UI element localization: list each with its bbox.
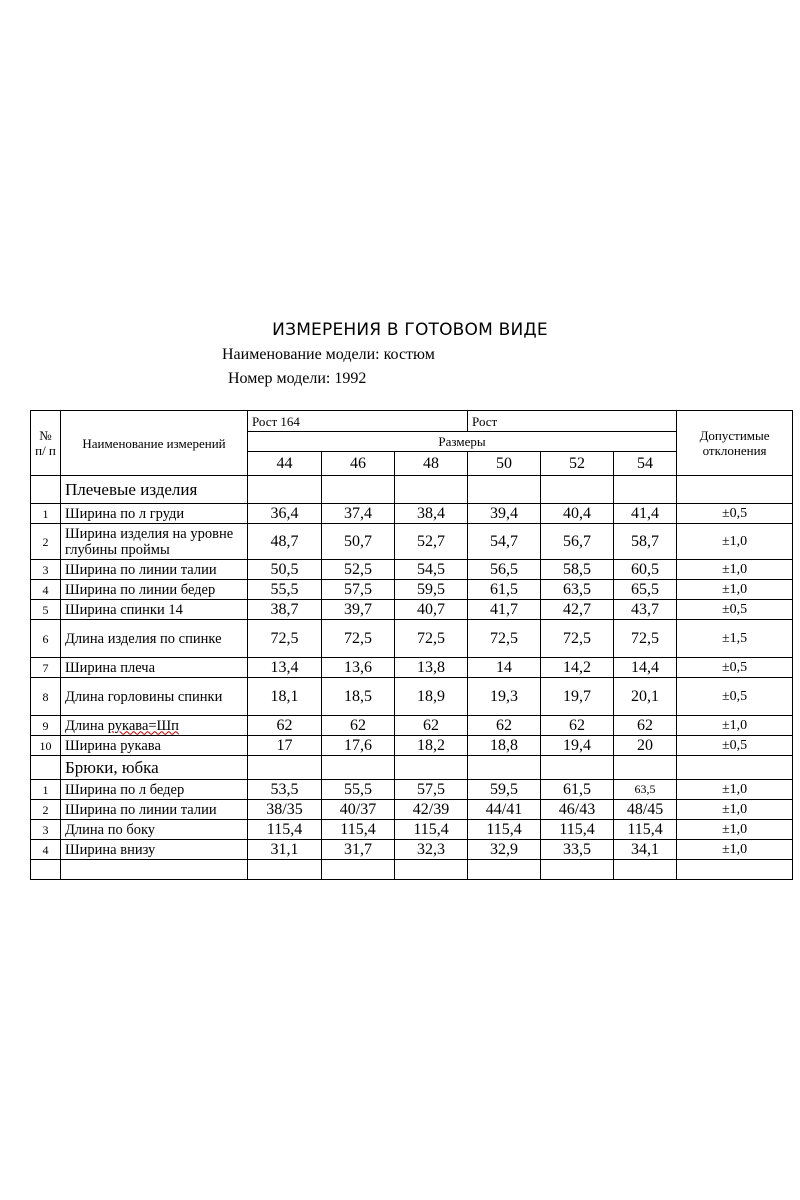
value-cell: 115,4 — [541, 820, 614, 840]
value-cell: 34,1 — [614, 840, 677, 860]
value-cell: 54,7 — [468, 524, 541, 560]
table-row — [31, 620, 793, 658]
value-cell: 115,4 — [468, 820, 541, 840]
tolerance-cell: ±1,0 — [677, 580, 793, 600]
tolerance-cell: ±1,0 — [677, 800, 793, 820]
tolerance-cell: ±0,5 — [677, 600, 793, 620]
value-cell: 72,5 — [248, 620, 322, 658]
empty-cell — [677, 860, 793, 880]
measurement-name-part: Длина — [65, 717, 108, 734]
value-cell: 31,7 — [322, 840, 395, 860]
value-cell: 50,5 — [248, 560, 322, 580]
empty-cell — [541, 756, 614, 780]
measurement-name — [61, 716, 248, 736]
value-cell: 19,3 — [468, 678, 541, 716]
table-row — [31, 840, 793, 860]
measurements-table — [30, 410, 793, 880]
size-header-48: 48 — [395, 452, 468, 476]
value-cell: 58,5 — [541, 560, 614, 580]
row-number: 6 — [31, 620, 61, 658]
row-number: 3 — [31, 560, 61, 580]
value-cell: 58,7 — [614, 524, 677, 560]
measurement-name: Ширина по л груди — [61, 504, 248, 524]
row-number: 1 — [31, 504, 61, 524]
tolerance-cell: ±1,0 — [677, 716, 793, 736]
value-cell: 52,7 — [395, 524, 468, 560]
value-cell: 20 — [614, 736, 677, 756]
number-column-header: № п/ п — [31, 411, 61, 476]
value-cell: 19,7 — [541, 678, 614, 716]
section-title: Брюки, юбка — [61, 756, 248, 780]
value-cell: 57,5 — [322, 580, 395, 600]
tolerance-cell: ±1,0 — [677, 524, 793, 560]
value-cell: 62 — [468, 716, 541, 736]
empty-row — [31, 860, 793, 880]
empty-cell — [468, 476, 541, 504]
value-cell: 59,5 — [468, 780, 541, 800]
empty-cell — [248, 476, 322, 504]
empty-cell — [541, 860, 614, 880]
value-cell: 60,5 — [614, 560, 677, 580]
tolerance-cell: ±0,5 — [677, 736, 793, 756]
value-cell: 52,5 — [322, 560, 395, 580]
value-cell: 55,5 — [322, 780, 395, 800]
tolerance-cell: ±0,5 — [677, 658, 793, 678]
model-number: Номер модели: 1992 — [228, 370, 367, 387]
value-cell: 39,7 — [322, 600, 395, 620]
measurement-name: Длина горловины спинки — [61, 678, 248, 716]
value-cell: 17,6 — [322, 736, 395, 756]
row-number: 7 — [31, 658, 61, 678]
value-cell: 18,8 — [468, 736, 541, 756]
value-cell: 20,1 — [614, 678, 677, 716]
measurement-name: Длина по боку — [61, 820, 248, 840]
size-header-46: 46 — [322, 452, 395, 476]
name-column-header: Наименование измерений — [61, 411, 248, 476]
value-cell: 33,5 — [541, 840, 614, 860]
value-cell: 62 — [614, 716, 677, 736]
measurement-name: Ширина по линии бедер — [61, 580, 248, 600]
tolerance-cell: ±0,5 — [677, 504, 793, 524]
measurement-name: Ширина по линии талии — [61, 560, 248, 580]
value-cell: 72,5 — [468, 620, 541, 658]
value-cell: 53,5 — [248, 780, 322, 800]
value-cell: 44/41 — [468, 800, 541, 820]
value-cell: 63,5 — [614, 780, 677, 800]
sizes-label: Размеры — [248, 432, 677, 452]
value-cell: 13,6 — [322, 658, 395, 678]
measurement-name: Ширина по линии талии — [61, 800, 248, 820]
tolerance-cell: ±1,0 — [677, 560, 793, 580]
value-cell: 115,4 — [614, 820, 677, 840]
empty-cell — [395, 756, 468, 780]
section-number-cell — [31, 476, 61, 504]
value-cell: 62 — [248, 716, 322, 736]
measurement-name: Ширина внизу — [61, 840, 248, 860]
value-cell: 115,4 — [395, 820, 468, 840]
document-title: ИЗМЕРЕНИЯ В ГОТОВОМ ВИДЕ — [272, 320, 548, 340]
value-cell: 42,7 — [541, 600, 614, 620]
value-cell: 65,5 — [614, 580, 677, 600]
row-number: 3 — [31, 820, 61, 840]
empty-cell — [322, 476, 395, 504]
empty-cell — [468, 756, 541, 780]
measurement-name: Ширина изделия на уровне глубины проймы — [61, 524, 248, 560]
value-cell: 72,5 — [614, 620, 677, 658]
table-row — [31, 600, 793, 620]
empty-cell — [395, 476, 468, 504]
tolerance-cell: ±1,0 — [677, 840, 793, 860]
value-cell: 63,5 — [541, 580, 614, 600]
value-cell: 72,5 — [322, 620, 395, 658]
empty-cell — [31, 860, 61, 880]
empty-cell — [614, 476, 677, 504]
tolerance-cell: ±1,0 — [677, 820, 793, 840]
value-cell: 62 — [395, 716, 468, 736]
measurement-name: Ширина спинки 14 — [61, 600, 248, 620]
value-cell: 61,5 — [468, 580, 541, 600]
value-cell: 48/45 — [614, 800, 677, 820]
value-cell: 38/35 — [248, 800, 322, 820]
value-cell: 36,4 — [248, 504, 322, 524]
table-row — [31, 560, 793, 580]
value-cell: 40,7 — [395, 600, 468, 620]
value-cell: 18,1 — [248, 678, 322, 716]
section-row — [31, 476, 793, 504]
value-cell: 55,5 — [248, 580, 322, 600]
value-cell: 32,3 — [395, 840, 468, 860]
model-name: Наименование модели: костюм — [222, 346, 435, 363]
value-cell: 39,4 — [468, 504, 541, 524]
tolerance-cell: ±1,0 — [677, 780, 793, 800]
value-cell: 18,9 — [395, 678, 468, 716]
measurement-name-spellcheck: рукава=Шп — [107, 717, 179, 734]
size-header-50: 50 — [468, 452, 541, 476]
measurement-name: Ширина плеча — [61, 658, 248, 678]
tolerance-cell: ±1,5 — [677, 620, 793, 658]
value-cell: 14,2 — [541, 658, 614, 678]
empty-cell — [395, 860, 468, 880]
section-title: Плечевые изделия — [61, 476, 248, 504]
value-cell: 38,7 — [248, 600, 322, 620]
empty-cell — [468, 860, 541, 880]
row-number: 9 — [31, 716, 61, 736]
size-header-54: 54 — [614, 452, 677, 476]
empty-cell — [322, 860, 395, 880]
value-cell: 54,5 — [395, 560, 468, 580]
value-cell: 13,4 — [248, 658, 322, 678]
table-body — [31, 411, 793, 880]
size-header-52: 52 — [541, 452, 614, 476]
row-number: 8 — [31, 678, 61, 716]
value-cell: 38,4 — [395, 504, 468, 524]
value-cell: 48,7 — [248, 524, 322, 560]
value-cell: 56,7 — [541, 524, 614, 560]
header-row-height — [31, 411, 793, 432]
table-row — [31, 504, 793, 524]
measurement-name: Длина изделия по спинке — [61, 620, 248, 658]
row-number: 5 — [31, 600, 61, 620]
value-cell: 14 — [468, 658, 541, 678]
size-header-44: 44 — [248, 452, 322, 476]
empty-cell — [677, 756, 793, 780]
empty-cell — [322, 756, 395, 780]
row-number: 2 — [31, 524, 61, 560]
value-cell: 57,5 — [395, 780, 468, 800]
value-cell: 18,2 — [395, 736, 468, 756]
value-cell: 32,9 — [468, 840, 541, 860]
value-cell: 115,4 — [248, 820, 322, 840]
empty-cell — [61, 860, 248, 880]
height-label-2: Рост — [468, 411, 677, 432]
value-cell: 56,5 — [468, 560, 541, 580]
empty-cell — [541, 476, 614, 504]
table-row — [31, 678, 793, 716]
value-cell: 72,5 — [541, 620, 614, 658]
section-row — [31, 756, 793, 780]
table-row — [31, 820, 793, 840]
empty-cell — [248, 860, 322, 880]
tolerance-cell: ±0,5 — [677, 678, 793, 716]
value-cell: 31,1 — [248, 840, 322, 860]
table-row — [31, 580, 793, 600]
measurement-name: Ширина рукава — [61, 736, 248, 756]
value-cell: 61,5 — [541, 780, 614, 800]
empty-cell — [614, 860, 677, 880]
table-row — [31, 736, 793, 756]
value-cell: 46/43 — [541, 800, 614, 820]
value-cell: 59,5 — [395, 580, 468, 600]
value-cell: 40,4 — [541, 504, 614, 524]
row-number: 2 — [31, 800, 61, 820]
value-cell: 72,5 — [395, 620, 468, 658]
value-cell: 19,4 — [541, 736, 614, 756]
row-number: 10 — [31, 736, 61, 756]
tolerance-column-header: Допустимые отклонения — [677, 411, 793, 476]
value-cell: 13,8 — [395, 658, 468, 678]
table-row — [31, 524, 793, 560]
row-number: 4 — [31, 840, 61, 860]
value-cell: 37,4 — [322, 504, 395, 524]
value-cell: 42/39 — [395, 800, 468, 820]
value-cell: 18,5 — [322, 678, 395, 716]
empty-cell — [248, 756, 322, 780]
value-cell: 115,4 — [322, 820, 395, 840]
measurement-name: Ширина по л бедер — [61, 780, 248, 800]
value-cell: 50,7 — [322, 524, 395, 560]
value-cell: 14,4 — [614, 658, 677, 678]
value-cell: 40/37 — [322, 800, 395, 820]
value-cell: 17 — [248, 736, 322, 756]
row-number: 4 — [31, 580, 61, 600]
table-row — [31, 716, 793, 736]
table-row — [31, 800, 793, 820]
empty-cell — [677, 476, 793, 504]
section-number-cell — [31, 756, 61, 780]
value-cell: 41,4 — [614, 504, 677, 524]
value-cell: 62 — [541, 716, 614, 736]
height-label-1: Рост 164 — [248, 411, 468, 432]
value-cell: 43,7 — [614, 600, 677, 620]
value-cell: 62 — [322, 716, 395, 736]
table-row — [31, 780, 793, 800]
value-cell: 41,7 — [468, 600, 541, 620]
row-number: 1 — [31, 780, 61, 800]
table-row — [31, 658, 793, 678]
empty-cell — [614, 756, 677, 780]
